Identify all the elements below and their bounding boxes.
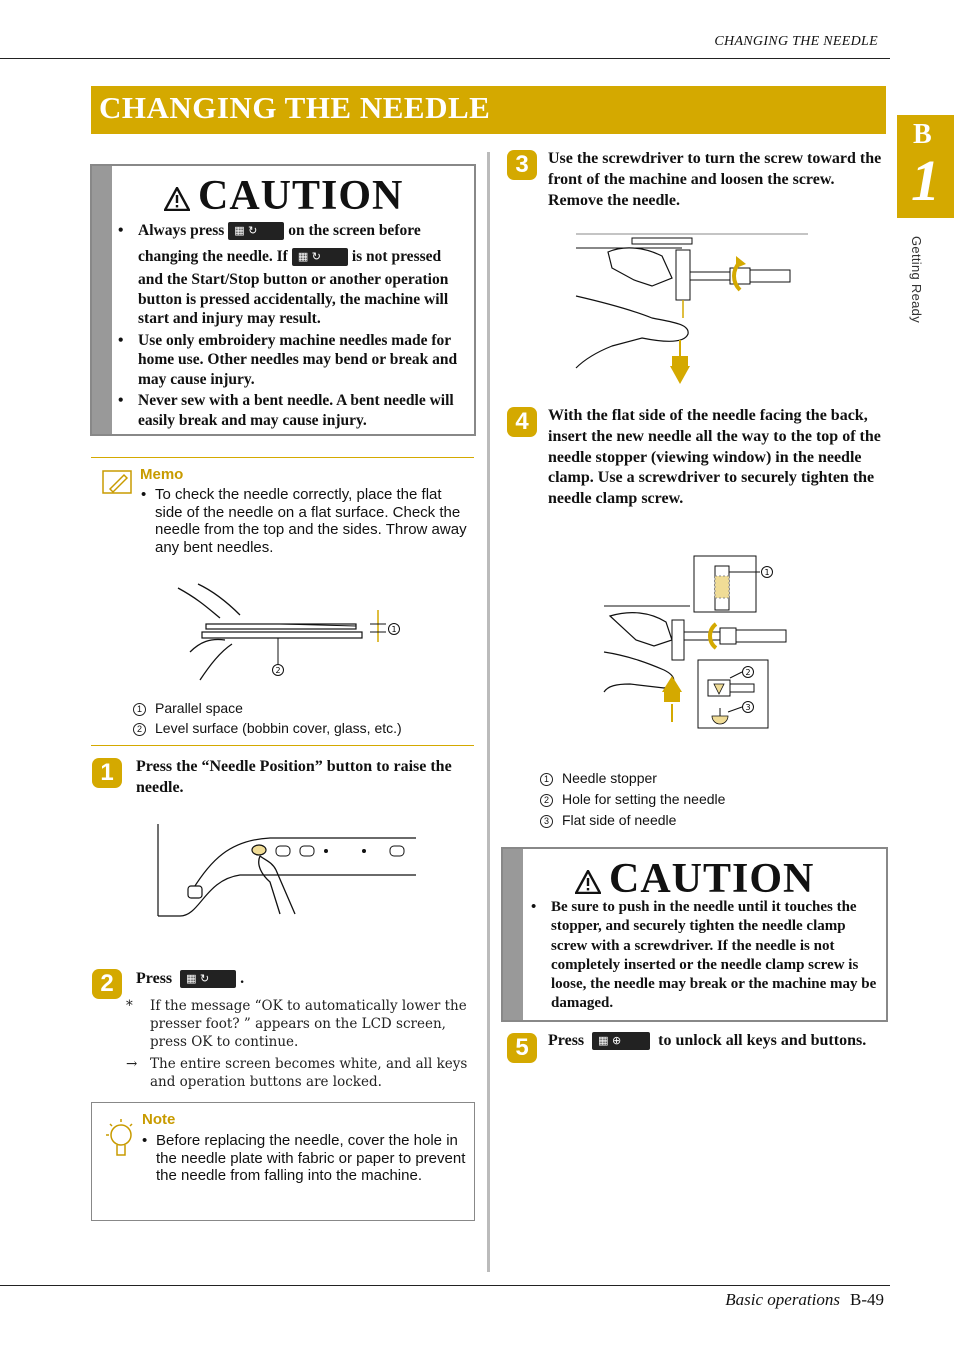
step-result [126,1055,476,1091]
step-note [126,997,476,1051]
key-lock-icon: ▦ ↻ [180,970,236,988]
svg-text:2: 2 [275,666,281,675]
memo-label: Memo [140,466,184,483]
step-number: 3 [507,150,537,180]
caution-item: • Use only embroidery machine needles made for home use. Other needles may bend or break and may cause injury. [116,331,468,390]
caption-item [540,812,676,828]
step4-captions [540,770,880,832]
caption-number: 2 [133,723,146,736]
caption-text: Needle stopper [562,770,657,786]
step-text: Use the screwdriver to turn the screw toward the front of the machine and loosen the screw. Remove the needle. [548,150,882,209]
step-text: Press the “Needle Position” button to raise the needle. [136,758,452,796]
page-title: CHANGING THE NEEDLE [99,90,491,125]
svg-text:2: 2 [745,668,751,677]
header-rule [0,58,890,59]
caption-number: 3 [540,815,553,828]
caption-number: 1 [540,773,553,786]
insert-needle-illustration [600,552,790,730]
step-text [548,1031,888,1052]
warning-icon [164,187,190,211]
step-text [136,969,476,990]
caption-item [133,700,243,716]
step-text-rest: to unlock all keys and buttons. [658,1032,867,1049]
chapter-letter: B [913,119,932,150]
chapter-number: 1 [911,148,940,213]
caption-item [133,720,402,736]
note-label: Note [142,1111,176,1128]
memo-captions [133,700,473,740]
step-number: 5 [507,1033,537,1063]
remove-needle-illustration [572,228,812,388]
caution-item [116,218,468,329]
needle-position-button-illustration [150,820,420,920]
caution-text: changing the needle. If [138,248,288,265]
memo-rule-bottom [91,745,474,746]
page-number: B-49 [850,1290,884,1309]
note-mark: * [126,998,133,1014]
step-text-press: Press [548,1032,585,1049]
caution-heading [575,855,814,903]
key-lock-icon: ▦ ↻ [228,222,284,240]
caption-number: 2 [540,794,553,807]
chapter-tab [897,115,954,218]
caution-list [116,218,468,432]
caution-text: and the Start/Stop button or another operation button is pressed accidentally, the machine will start and injury may result. [138,271,449,327]
memo-text: • To check the needle correctly, place the flat side of the needle on a flat surface. Check the needle from the top and the sides. Throw away any bent needles. [141,486,471,556]
note-text-wrap: • Before replacing the needle, cover the hole in the needle plate with fabric or paper to prevent the needle from falling into the machine. [142,1132,466,1184]
needle-flat-illustration [170,580,410,690]
caption-text: Flat side of needle [562,812,677,828]
key-lock-icon: ▦ ↻ [292,248,348,266]
memo-icon [102,470,134,496]
caution-title: CAUTION [609,856,815,902]
footer-rule [0,1285,890,1286]
caution-list [529,898,881,1016]
caution-text: Always press [138,222,225,239]
footer-section: Basic operations [725,1290,840,1309]
result-arrow: → [126,1056,138,1072]
note-text: Before replacing the needle, cover the hole in the needle plate with fabric or paper to prevent the needle from falling into the machine. [156,1132,466,1184]
caution-text: is not pressed [351,248,442,265]
step-text-suffix: . [240,970,245,987]
footer [725,1290,884,1310]
section-label: Getting Ready [909,236,924,324]
step-number: 4 [507,407,537,437]
running-header: CHANGING THE NEEDLE [714,34,878,49]
caption-number: 1 [133,703,146,716]
caption-text: Level surface (bobbin cover, glass, etc.) [155,720,402,736]
note-bulb-icon [102,1117,136,1157]
caution-stripe [92,166,112,434]
caution-heading [164,172,403,220]
step-text: With the flat side of the needle facing the back, insert the new needle all the way to the top of the needle stopper (viewing window) in the needle clamp. Use a screwdriver to securely tighten the needle clamp screw. [548,407,881,508]
caption-item [540,770,657,786]
memo-rule-top [91,457,474,458]
key-unlock-icon: ▦ ⊕ [592,1032,650,1050]
step-number: 2 [92,969,122,999]
caution-item: • Never sew with a bent needle. A bent needle will easily break and may cause injury. [116,391,468,430]
memo-body: To check the needle correctly, place the flat side of the needle on a flat surface. Check the needle from the top and the sides. Throw away any bent needles. [155,486,467,556]
caution-text: on the screen before [288,222,421,239]
caution-stripe [503,849,523,1020]
svg-text:1: 1 [764,568,770,577]
note-text: If the message “OK to automatically lower the presser foot? ” appears on the LCD screen, press OK to continue. [150,998,467,1050]
caution-box [90,164,476,436]
caption-text: Hole for setting the needle [562,791,726,807]
page-title-bar [91,86,886,134]
warning-icon [575,870,601,894]
step-number: 1 [92,758,122,788]
svg-text:1: 1 [391,625,397,634]
caption-item [540,791,725,807]
caution-title: CAUTION [198,173,404,219]
note-box [91,1102,475,1221]
step-text-press: Press [136,970,173,987]
result-text: The entire screen becomes white, and all keys and operation buttons are locked. [150,1056,468,1090]
svg-text:3: 3 [745,703,751,712]
caution-box-2 [501,847,888,1022]
column-divider [487,152,490,1272]
caution-item: • Be sure to push in the needle until it touches the stopper, and securely tighten the needle clamp screw with a screwdriver. If the needle is not completely inserted or the needle clamp screw is loose, the needle may break or the machine may be damaged. [529,898,881,1014]
caption-text: Parallel space [155,700,243,716]
